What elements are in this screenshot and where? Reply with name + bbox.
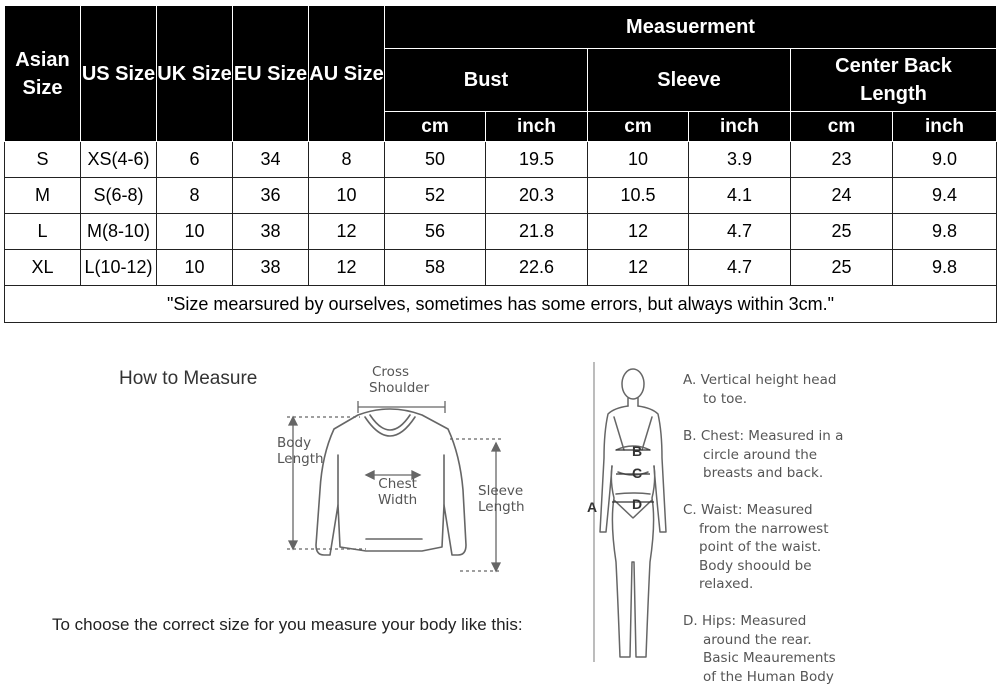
unit-header: cm bbox=[385, 112, 486, 142]
table-cell: 9.8 bbox=[893, 250, 997, 286]
header-us-size: US Size bbox=[81, 6, 157, 142]
how-to-measure-title: How to Measure bbox=[119, 368, 258, 389]
table-cell: M(8-10) bbox=[81, 214, 157, 250]
table-cell: 23 bbox=[791, 142, 893, 178]
header-asian-size: Asian Size bbox=[5, 6, 81, 142]
header-measurement: Measuerment bbox=[385, 6, 997, 49]
table-cell: 34 bbox=[233, 142, 309, 178]
table-cell: 12 bbox=[309, 250, 385, 286]
legend-d: D. Hips: Measured around the rear. Basic Meaurements of the Human Body bbox=[683, 613, 836, 685]
table-cell: 10.5 bbox=[588, 178, 689, 214]
header-sleeve: Sleeve bbox=[588, 49, 791, 112]
marker-d: D bbox=[632, 496, 643, 512]
table-cell: 10 bbox=[309, 178, 385, 214]
table-cell: 25 bbox=[791, 214, 893, 250]
body-figure-diagram bbox=[580, 362, 680, 672]
table-cell: 20.3 bbox=[486, 178, 588, 214]
table-cell: S(6-8) bbox=[81, 178, 157, 214]
chest-width-label: Chest Width bbox=[378, 476, 418, 508]
table-cell: 12 bbox=[309, 214, 385, 250]
table-cell: 9.4 bbox=[893, 178, 997, 214]
table-cell: 3.9 bbox=[689, 142, 791, 178]
table-cell: 6 bbox=[157, 142, 233, 178]
legend-c: C. Waist: Measured from the narrowest point of the waist. Body shoould be relaxed. bbox=[683, 502, 829, 592]
marker-c: C bbox=[632, 465, 643, 481]
table-cell: L(10-12) bbox=[81, 250, 157, 286]
table-cell: 12 bbox=[588, 250, 689, 286]
unit-header: inch bbox=[893, 112, 997, 142]
measurement-note: "Size mearsured by ourselves, sometimes has some errors, but always within 3cm." bbox=[5, 286, 997, 323]
table-cell: 8 bbox=[309, 142, 385, 178]
marker-b: B bbox=[632, 443, 643, 459]
size-chart-table bbox=[4, 5, 997, 323]
table-cell: 50 bbox=[385, 142, 486, 178]
unit-header: cm bbox=[791, 112, 893, 142]
unit-header: cm bbox=[588, 112, 689, 142]
legend-b: B. Chest: Measured in a circle around the breasts and back. bbox=[683, 428, 844, 481]
header-bust: Bust bbox=[385, 49, 588, 112]
table-cell: L bbox=[5, 214, 81, 250]
table-row bbox=[5, 142, 997, 178]
table-cell: 9.8 bbox=[893, 214, 997, 250]
table-cell: 36 bbox=[233, 178, 309, 214]
table-cell: 12 bbox=[588, 214, 689, 250]
table-cell: 21.8 bbox=[486, 214, 588, 250]
header-center-back-length: Center Back Length bbox=[791, 49, 997, 112]
table-body bbox=[5, 142, 997, 286]
table-cell: 10 bbox=[157, 214, 233, 250]
table-cell: 9.0 bbox=[893, 142, 997, 178]
table-cell: 10 bbox=[588, 142, 689, 178]
table-cell: 8 bbox=[157, 178, 233, 214]
legend-a: A. Vertical height head to toe. bbox=[683, 372, 837, 407]
table-cell: 22.6 bbox=[486, 250, 588, 286]
body-length-label: Body Length bbox=[277, 435, 324, 467]
table-cell: 10 bbox=[157, 250, 233, 286]
unit-header: inch bbox=[486, 112, 588, 142]
table-cell: XS(4-6) bbox=[81, 142, 157, 178]
choose-size-instruction: To choose the correct size for you measure your body like this: bbox=[52, 615, 523, 634]
table-cell: 25 bbox=[791, 250, 893, 286]
marker-a: A bbox=[587, 499, 598, 515]
table-row bbox=[5, 178, 997, 214]
table-cell: M bbox=[5, 178, 81, 214]
table-row bbox=[5, 214, 997, 250]
header-uk-size: UK Size bbox=[157, 6, 233, 142]
table-cell: 56 bbox=[385, 214, 486, 250]
sleeve-length-label: Sleeve Length bbox=[478, 483, 525, 515]
table-cell: 4.7 bbox=[689, 250, 791, 286]
header-eu-size: EU Size bbox=[233, 6, 309, 142]
table-cell: 19.5 bbox=[486, 142, 588, 178]
table-cell: 38 bbox=[233, 250, 309, 286]
table-row bbox=[5, 250, 997, 286]
table-cell: 52 bbox=[385, 178, 486, 214]
table-cell: 4.7 bbox=[689, 214, 791, 250]
header-au-size: AU Size bbox=[309, 6, 385, 142]
table-cell: 24 bbox=[791, 178, 893, 214]
table-cell: 58 bbox=[385, 250, 486, 286]
table-cell: XL bbox=[5, 250, 81, 286]
table-cell: 4.1 bbox=[689, 178, 791, 214]
unit-header: inch bbox=[689, 112, 791, 142]
table-cell: 38 bbox=[233, 214, 309, 250]
cross-shoulder-label: Cross Shoulder bbox=[369, 364, 430, 396]
table-cell: S bbox=[5, 142, 81, 178]
